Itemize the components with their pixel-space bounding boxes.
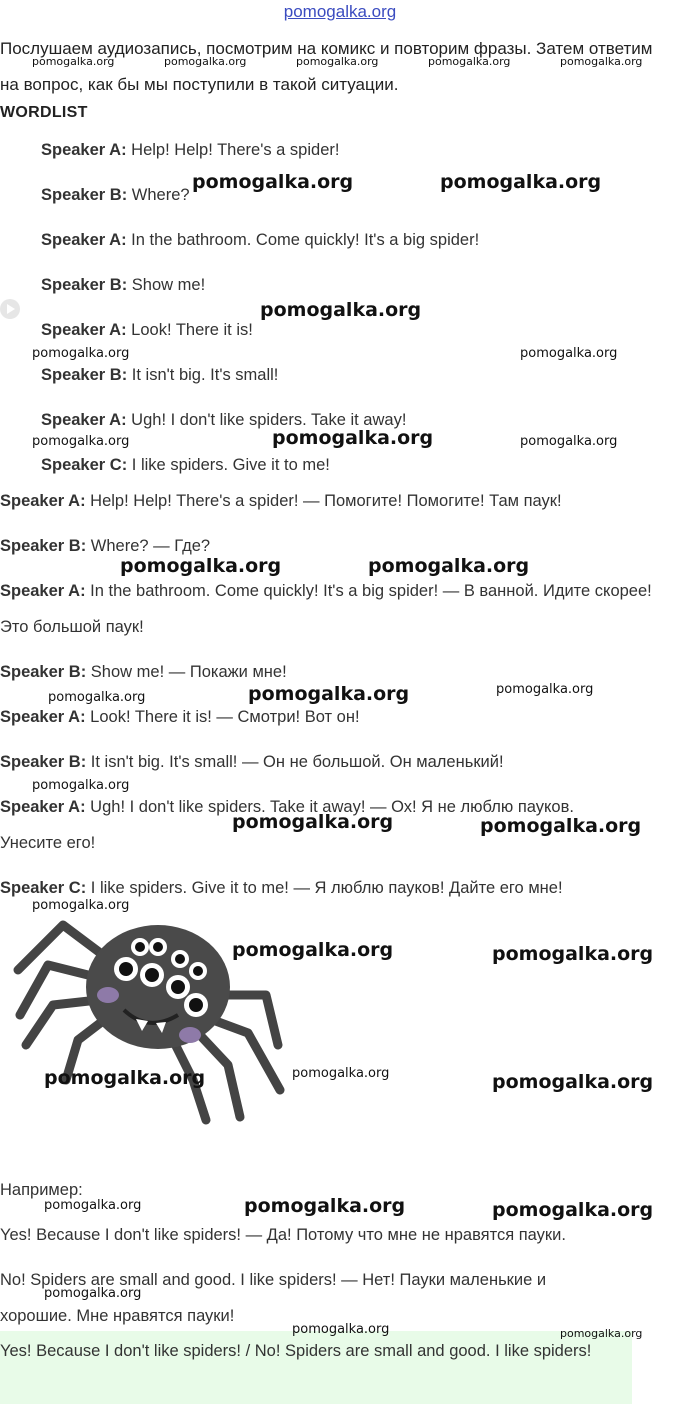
- dialogue-line: Speaker C: I like spiders. Give it to me!: [41, 456, 330, 474]
- example-line: Yes! Because I don't like spiders! — Да! Потому что мне не нравятся пауки.: [0, 1226, 566, 1244]
- watermark: pomogalka.org: [440, 171, 602, 193]
- translation-line: Speaker A: Look! There it is! — Смотри! Вот он!: [0, 708, 360, 726]
- watermark: pomogalka.org: [492, 943, 654, 965]
- translation-line: Speaker B: It isn't big. It's small! — Он не большой. Он маленький!: [0, 753, 504, 771]
- site-link[interactable]: pomogalka.org: [283, 2, 397, 21]
- watermark: pomogalka.org: [296, 55, 379, 68]
- translation-line: Speaker B: Show me! — Покажи мне!: [0, 663, 287, 681]
- watermark: pomogalka.org: [520, 434, 618, 449]
- translation-line: Speaker A: Help! Help! There's a spider! — Помогите! Помогите! Там паук!: [0, 492, 562, 510]
- dialogue-line: Speaker A: In the bathroom. Come quickly! It's a big spider!: [41, 231, 480, 249]
- translation-line: Speaker A: In the bathroom. Come quickly! It's a big spider! — В ванной. Идите скорее! Это большой паук!: [0, 582, 652, 636]
- watermark: pomogalka.org: [192, 171, 354, 193]
- watermark: pomogalka.org: [272, 427, 434, 449]
- watermark: pomogalka.org: [44, 1198, 142, 1213]
- dialogue-line: Speaker A: Look! There it is!: [41, 321, 253, 339]
- watermark: pomogalka.org: [292, 1066, 390, 1081]
- watermark: pomogalka.org: [248, 683, 410, 705]
- watermark: pomogalka.org: [244, 1195, 406, 1217]
- watermark: pomogalka.org: [492, 1199, 654, 1221]
- dialogue-line: Speaker B: It isn't big. It's small!: [41, 366, 279, 384]
- watermark: pomogalka.org: [260, 299, 422, 321]
- watermark: pomogalka.org: [428, 55, 511, 68]
- watermark: pomogalka.org: [480, 815, 642, 837]
- watermark: pomogalka.org: [232, 939, 394, 961]
- watermark: pomogalka.org: [496, 682, 594, 697]
- play-icon[interactable]: [0, 299, 20, 319]
- answer-text: Yes! Because I don't like spiders! / No! Spiders are small and good. I like spiders!: [0, 1342, 592, 1360]
- watermark: pomogalka.org: [32, 434, 130, 449]
- watermark: pomogalka.org: [32, 778, 130, 793]
- watermark: pomogalka.org: [32, 898, 130, 913]
- dialogue-line: Speaker B: Where?: [41, 186, 190, 204]
- watermark: pomogalka.org: [44, 1067, 206, 1089]
- watermark: pomogalka.org: [520, 346, 618, 361]
- dialogue-line: Speaker B: Show me!: [41, 276, 206, 294]
- watermark: pomogalka.org: [32, 346, 130, 361]
- watermark: pomogalka.org: [164, 55, 247, 68]
- example-label: Например:: [0, 1181, 83, 1199]
- translation-line: Speaker B: Where? — Где?: [0, 537, 211, 555]
- watermark: pomogalka.org: [292, 1322, 390, 1337]
- translation-line: Speaker A: Ugh! I don't like spiders. Take it away! — Ох! Я не люблю пауков. Унесите его!: [0, 798, 574, 852]
- watermark: pomogalka.org: [120, 555, 282, 577]
- watermark: pomogalka.org: [32, 55, 115, 68]
- watermark: pomogalka.org: [560, 55, 643, 68]
- intro-text: Послушаем аудиозапись, посмотрим на комикс и повторим фразы. Затем ответим на вопрос, как бы мы поступили в такой ситуации.: [0, 39, 653, 94]
- example-line: No! Spiders are small and good. I like spiders! — Нет! Пауки маленькие и хорошие. Мне нравятся пауки!: [0, 1271, 547, 1325]
- dialogue-line: Speaker A: Help! Help! There's a spider!: [41, 141, 340, 159]
- watermark: pomogalka.org: [368, 555, 530, 577]
- dialogue-line: Speaker A: Ugh! I don't like spiders. Take it away!: [41, 411, 407, 429]
- watermark: pomogalka.org: [232, 811, 394, 833]
- translation-line: Speaker C: I like spiders. Give it to me! — Я люблю пауков! Дайте его мне!: [0, 879, 563, 897]
- watermark: pomogalka.org: [560, 1327, 643, 1340]
- watermark: pomogalka.org: [48, 690, 146, 705]
- watermark: pomogalka.org: [492, 1071, 654, 1093]
- wordlist-title: WORDLIST: [0, 104, 88, 121]
- watermark: pomogalka.org: [44, 1286, 142, 1301]
